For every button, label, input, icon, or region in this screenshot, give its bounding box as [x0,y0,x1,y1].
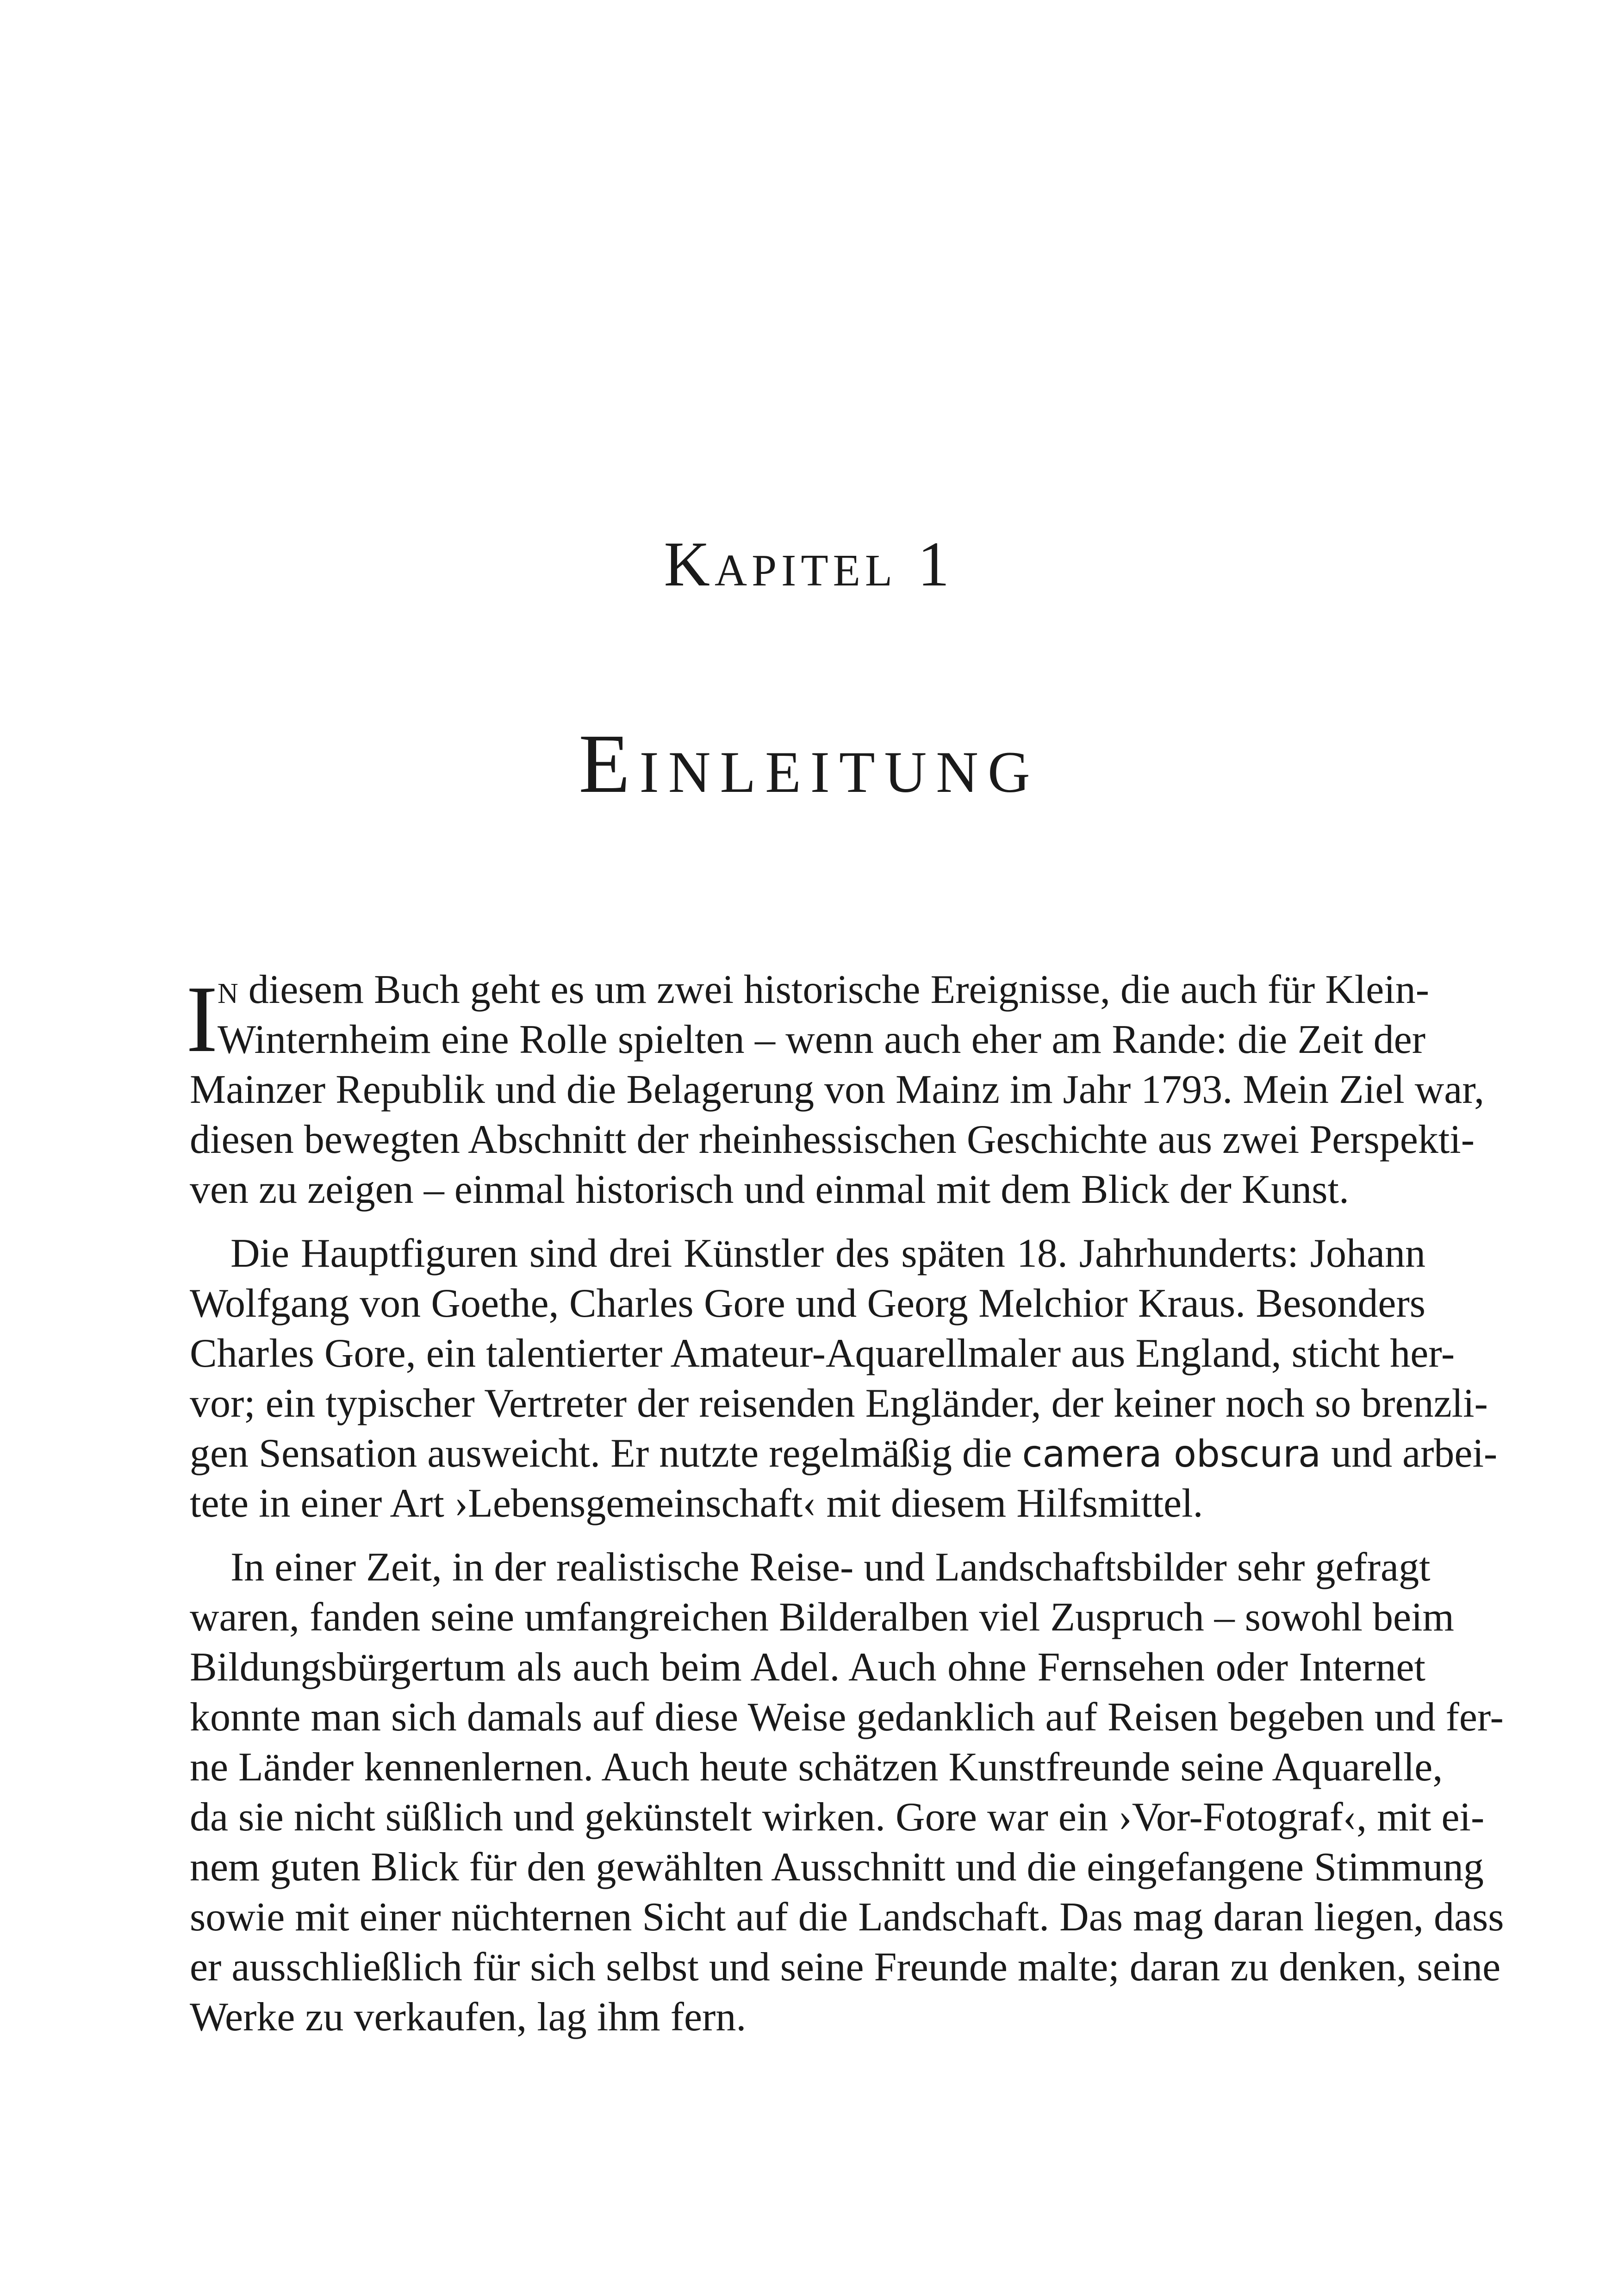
paragraph-line: Bildungsbürgertum als auch beim Adel. Auch ohne Fernsehen oder Internet [190,1645,1425,1690]
line-text: und arbei- [1331,1431,1498,1476]
technical-term: camera obscura [1022,1432,1321,1475]
line-text: diesem Buch geht es um zwei historische Ereignisse, die auch für Klein- [248,967,1430,1012]
paragraph-line: er ausschließlich für sich selbst und seine Freunde malte; daran zu denken, seine [190,1945,1501,1990]
paragraph-line: da sie nicht süßlich und gekünstelt wirken. Gore war ein ›Vor-Fotograf‹, mit ei- [190,1795,1485,1840]
paragraph-line: vor; ein typischer Vertreter der reisenden Engländer, der keiner noch so brenzli- [190,1381,1488,1426]
paragraph-line: Werke zu verkaufen, lag ihm fern. [190,1995,747,2040]
drop-cap-continuation: n [218,967,238,1012]
body-text [186,965,1504,2042]
paragraph-line: sowie mit einer nüchternen Sicht auf die Landschaft. Das mag daran liegen, dass [190,1895,1504,1940]
paragraph-line: In einer Zeit, in der realistische Reise- und Landschaftsbilder sehr gefragt [230,1545,1431,1590]
paragraph-line: Wolfgang von Goethe, Charles Gore und Georg Melchior Kraus. Besonders [190,1281,1425,1326]
paragraph-line: konnte man sich damals auf diese Weise gedanklich auf Reisen begeben und fer- [190,1695,1504,1740]
chapter-label: Kapitel 1 [664,529,954,599]
chapter-title: Einleitung [579,717,1039,810]
paragraph-line: diesen bewegten Abschnitt der rheinhessischen Geschichte aus zwei Perspekti- [190,1117,1475,1162]
drop-cap: I [186,966,218,1072]
paragraph-line: Die Hauptfiguren sind drei Künstler des späten 18. Jahrhunderts: Johann [230,1231,1425,1276]
paragraph-line: Winternheim eine Rolle spielten – wenn auch eher am Rande: die Zeit der [218,1017,1425,1062]
paragraph-line: Charles Gore, ein talentierter Amateur-Aquarellmaler aus England, sticht her- [190,1331,1455,1376]
paragraph-gap [190,1215,1425,1229]
line-text: gen Sensation ausweicht. Er nutzte regelmäßig die [190,1431,1012,1476]
paragraph-line: ne Länder kennenlernen. Auch heute schätzen Kunstfreunde seine Aquarelle, [190,1745,1443,1790]
paragraph-line: waren, fanden seine umfangreichen Bilderalben viel Zuspruch – sowohl beim [190,1595,1454,1640]
paragraph-line: ven zu zeigen – einmal historisch und einmal mit dem Blick der Kunst. [190,1167,1349,1212]
paragraph-line: tete in einer Art ›Lebensgemeinschaft‹ mit diesem Hilfsmittel. [190,1481,1203,1526]
paragraph-gap [190,1529,1425,1543]
paragraph-line: Mainzer Republik und die Belagerung von Mainz im Jahr 1793. Mein Ziel war, [190,1067,1485,1112]
paragraph-2 [190,1229,1498,1529]
paragraph-3 [190,1543,1504,2042]
paragraph-line [190,1429,1498,1479]
paragraph-line: nem guten Blick für den gewählten Ausschnitt und die eingefangene Stimmung [190,1845,1484,1890]
paragraph-1 [186,965,1485,1215]
